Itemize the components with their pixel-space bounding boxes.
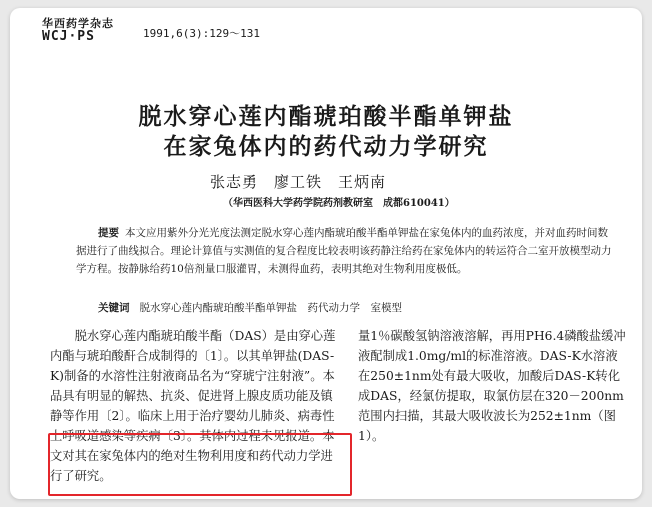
citation: 1991,6(3):129～131	[143, 27, 260, 40]
body-column-left	[50, 326, 342, 486]
paper-title-line-2: 在家兔体内的药代动力学研究	[163, 133, 489, 160]
abstract	[76, 224, 616, 278]
body-paragraph-right: 量1％碳酸氢钠溶液溶解，再用PH6.4磷酸盐缓冲液配制成1.0mg/ml的标准溶液。DAS-K水溶液在250±1nm处有最大吸收，加酸后DAS-K转化成DAS，经氯仿提取，取氯仿层在320－200nm范围内扫描，其最大吸收波长为252±1nm（图1）。	[358, 329, 626, 443]
affiliation: （华西医科大学药学院药剂教研室 成都610041）	[223, 198, 455, 209]
body-column-right	[358, 326, 628, 446]
journal-name-en: WCJ·PS	[42, 29, 95, 44]
abstract-text: 本文应用紫外分光光度法测定脱水穿心莲内酯琥珀酸半酯单钾盐在家兔体内的血药浓度，并对血药时间数据进行了曲线拟合。理论计算值与实测值的复合程度比较表明该药静注给药在家兔体内的转运符合二室开放模型动力学方程。按静脉给药10倍剂量口服灌胃，未测得血药，表明其绝对生物利用度极低。	[76, 227, 612, 275]
journal-name-cn: 华西药学杂志	[42, 17, 114, 30]
document-card	[10, 8, 642, 499]
keywords-label: 关键词	[98, 302, 130, 314]
journal-logo	[42, 18, 114, 48]
paper-title-line-1: 脱水穿心莲内酯琥珀酸半酯单钾盐	[138, 103, 514, 130]
paper-page	[10, 8, 642, 499]
abstract-label: 提要	[98, 227, 119, 239]
authors: 张志勇 廖工铁 王炳南	[210, 173, 387, 191]
body-paragraph-left: 脱水穿心莲内酯琥珀酸半酯（DAS）是由穿心莲内酯与琥珀酸酐合成制得的〔1〕。以其单钾盐(DAS-K)制备的水溶性注射液商品名为“穿琥宁注射液”。本品具有明显的解热、抗炎、促进肾上腺皮质功能及镇静等作用〔2〕。临床上用于治疗婴幼儿肺炎、病毒性上呼吸道感染等疾病〔3〕。其体内过程未见报道。本文对其在家兔体内的绝对生物利用度和药代动力学进行了研究。	[50, 329, 336, 483]
keywords-text: 脱水穿心莲内酯琥珀酸半酯单钾盐 药代动力学 室模型	[139, 302, 402, 314]
keywords	[98, 300, 402, 315]
